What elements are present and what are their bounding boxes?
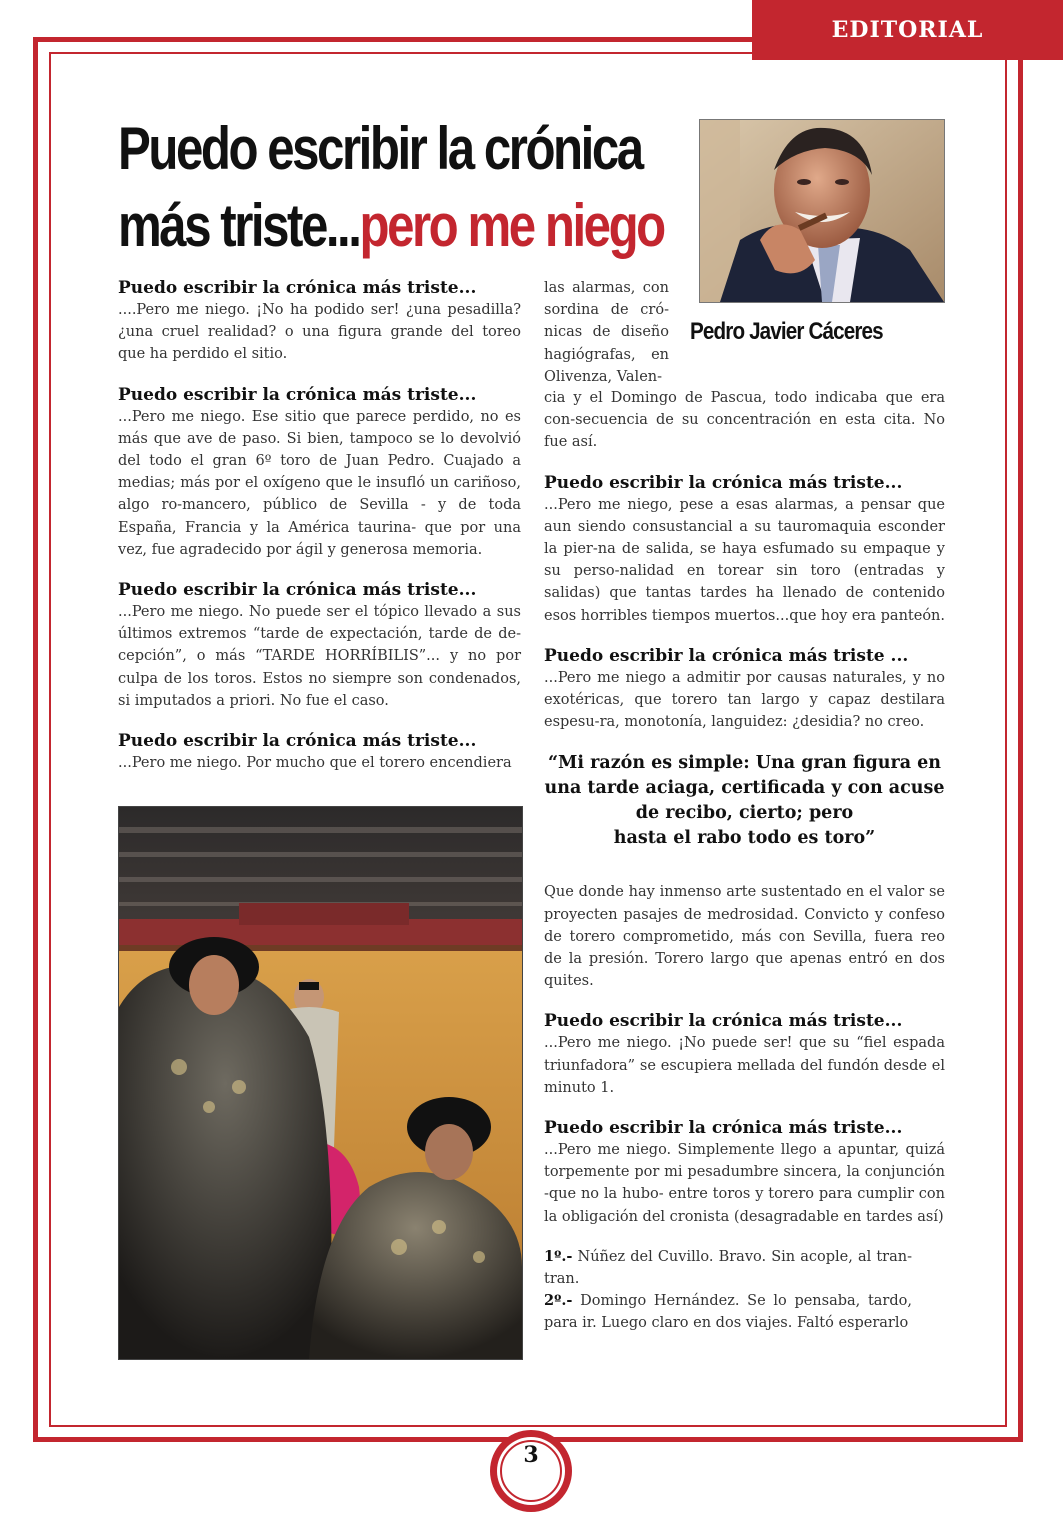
quote-line: “Mi razón es simple: Una gran figura en	[547, 753, 942, 774]
right-section-3	[544, 1010, 945, 1099]
bull-item-2	[544, 1290, 912, 1334]
section-heading: Puedo escribir la crónica más triste...	[544, 472, 903, 493]
bull-item-1	[544, 1246, 912, 1290]
bull-text: Domingo Hernández. Se lo pensaba, tardo, para ir. Luego claro en dos viajes. Faltó esperarlo	[544, 1293, 912, 1332]
author-photo	[699, 119, 945, 303]
title-line-2	[118, 187, 664, 264]
section-text: ...Pero me niego a admitir por causas naturales, y no exotéricas, que torero tan largo y capaz destilara espesu-ra, monotonía, languidez: ¿desidia? no creo.	[544, 669, 945, 731]
quote-line: hasta el rabo todo es toro”	[613, 828, 876, 849]
left-column	[118, 277, 521, 792]
title-line-2-black: más triste...	[118, 192, 360, 259]
quote-line: una tarde aciaga, certificada y con acuse	[544, 778, 945, 799]
left-section-1	[118, 277, 521, 366]
right-section-1	[544, 472, 945, 627]
article-title	[118, 110, 664, 264]
section-text: ...Pero me niego, pese a esas alarmas, a pensar que aun siendo consustancial a su tauromaquia esconder la pier-na de salida, se haya esfumado su empaque y su perso-nalidad en torear sin toro (entradas y salidas) que tantas tardes ha llenado de contenido esos horribles tiempos muertos...que hoy era panteón.	[544, 496, 946, 624]
author-name: Pedro Javier Cáceres	[690, 318, 883, 345]
title-line-2-red: pero me niego	[359, 192, 664, 259]
right-section-2	[544, 645, 945, 734]
section-text: ...Pero me niego. Ese sitio que parece perdido, no es más que ave de paso. Si bien, tampoco se lo devolvió del todo el gran 6º toro de Juan Pedro. Cuajado a medias; más por el oxígeno que le insufló un cariñoso, algo ro-mancero, público de Sevilla - y de toda España, Francia y la América taurina- que por una vez, fue agradecido por ágil y generosa memoria.	[118, 408, 521, 558]
section-text: ...Pero me niego. ¡No puede ser! que su “fiel espada triunfadora” se escupiera mellada del fundón desde el minuto 1.	[544, 1035, 945, 1096]
bull-text: Núñez del Cuvillo. Bravo. Sin acople, al tran-tran.	[544, 1248, 912, 1288]
right-column	[544, 387, 945, 1335]
after-quote	[544, 881, 945, 992]
left-section-2	[118, 384, 521, 561]
section-tab: EDITORIAL	[752, 0, 1063, 60]
quote-line: de recibo, cierto; pero	[635, 803, 854, 824]
section-text: Que donde hay inmenso arte sustentado en el valor se proyecten pasajes de medrosidad. Convicto y confeso de torero comprometido, más con Sevilla, fuera reo de la presión. Torero largo que apenas entró en dos quites.	[544, 884, 945, 990]
pull-quote	[544, 751, 945, 851]
section-text: ...Pero me niego. No puede ser el tópico llevado a sus últimos extremos “tarde de expectación, tarde de de-cepción”, o más “TARDE HORRÍBILIS”... y no por culpa de los toros. Estos no siempre son condenados, si imputados a priori. No fue el caso.	[118, 604, 521, 709]
bullfight-scene-illustration	[119, 807, 522, 1359]
section-text: ....Pero me niego. ¡No ha podido ser! ¿una pesadilla? ¿una cruel realidad? o una figura grande del toreo que ha perdido el sitio.	[118, 302, 521, 363]
narrow-column-text: las alarmas, con sordina de cró-nicas de diseño hagiógrafas, en Olivenza, Valen-	[544, 280, 669, 385]
author-portrait-illustration	[700, 120, 944, 302]
section-heading: Puedo escribir la crónica más triste...	[544, 1118, 903, 1139]
right-intro	[544, 387, 945, 454]
section-text: ...Pero me niego. Por mucho que el torero encendiera	[118, 755, 512, 772]
title-line-1: Puedo escribir la crónica	[118, 115, 642, 182]
left-section-4	[118, 730, 521, 774]
section-heading: Puedo escribir la crónica más triste ...	[544, 645, 909, 666]
right-section-4	[544, 1117, 945, 1228]
section-heading: Puedo escribir la crónica más triste...	[118, 580, 477, 601]
section-heading: Puedo escribir la crónica más triste...	[118, 384, 477, 405]
section-text: cia y el Domingo de Pascua, todo indicaba que era con-secuencia de su concentración en esta cita. No fue así.	[544, 390, 945, 451]
bullfight-photo	[118, 806, 523, 1360]
section-text: ...Pero me niego. Simplemente llego a apuntar, quizá torpemente por mi pesadumbre sincera, la conjunción -que no la hubo- entre toros y torero para cumplir con la obligación del cronista (desagradable en tardes así)	[544, 1142, 945, 1225]
section-heading: Puedo escribir la crónica más triste...	[544, 1011, 903, 1032]
section-heading: Puedo escribir la crónica más triste...	[118, 278, 477, 298]
section-heading: Puedo escribir la crónica más triste...	[118, 731, 477, 752]
bull-number: 2º.-	[544, 1292, 573, 1310]
bull-number: 1º.-	[544, 1247, 573, 1265]
left-section-3	[118, 579, 521, 712]
page-number: 3	[523, 1442, 539, 1468]
